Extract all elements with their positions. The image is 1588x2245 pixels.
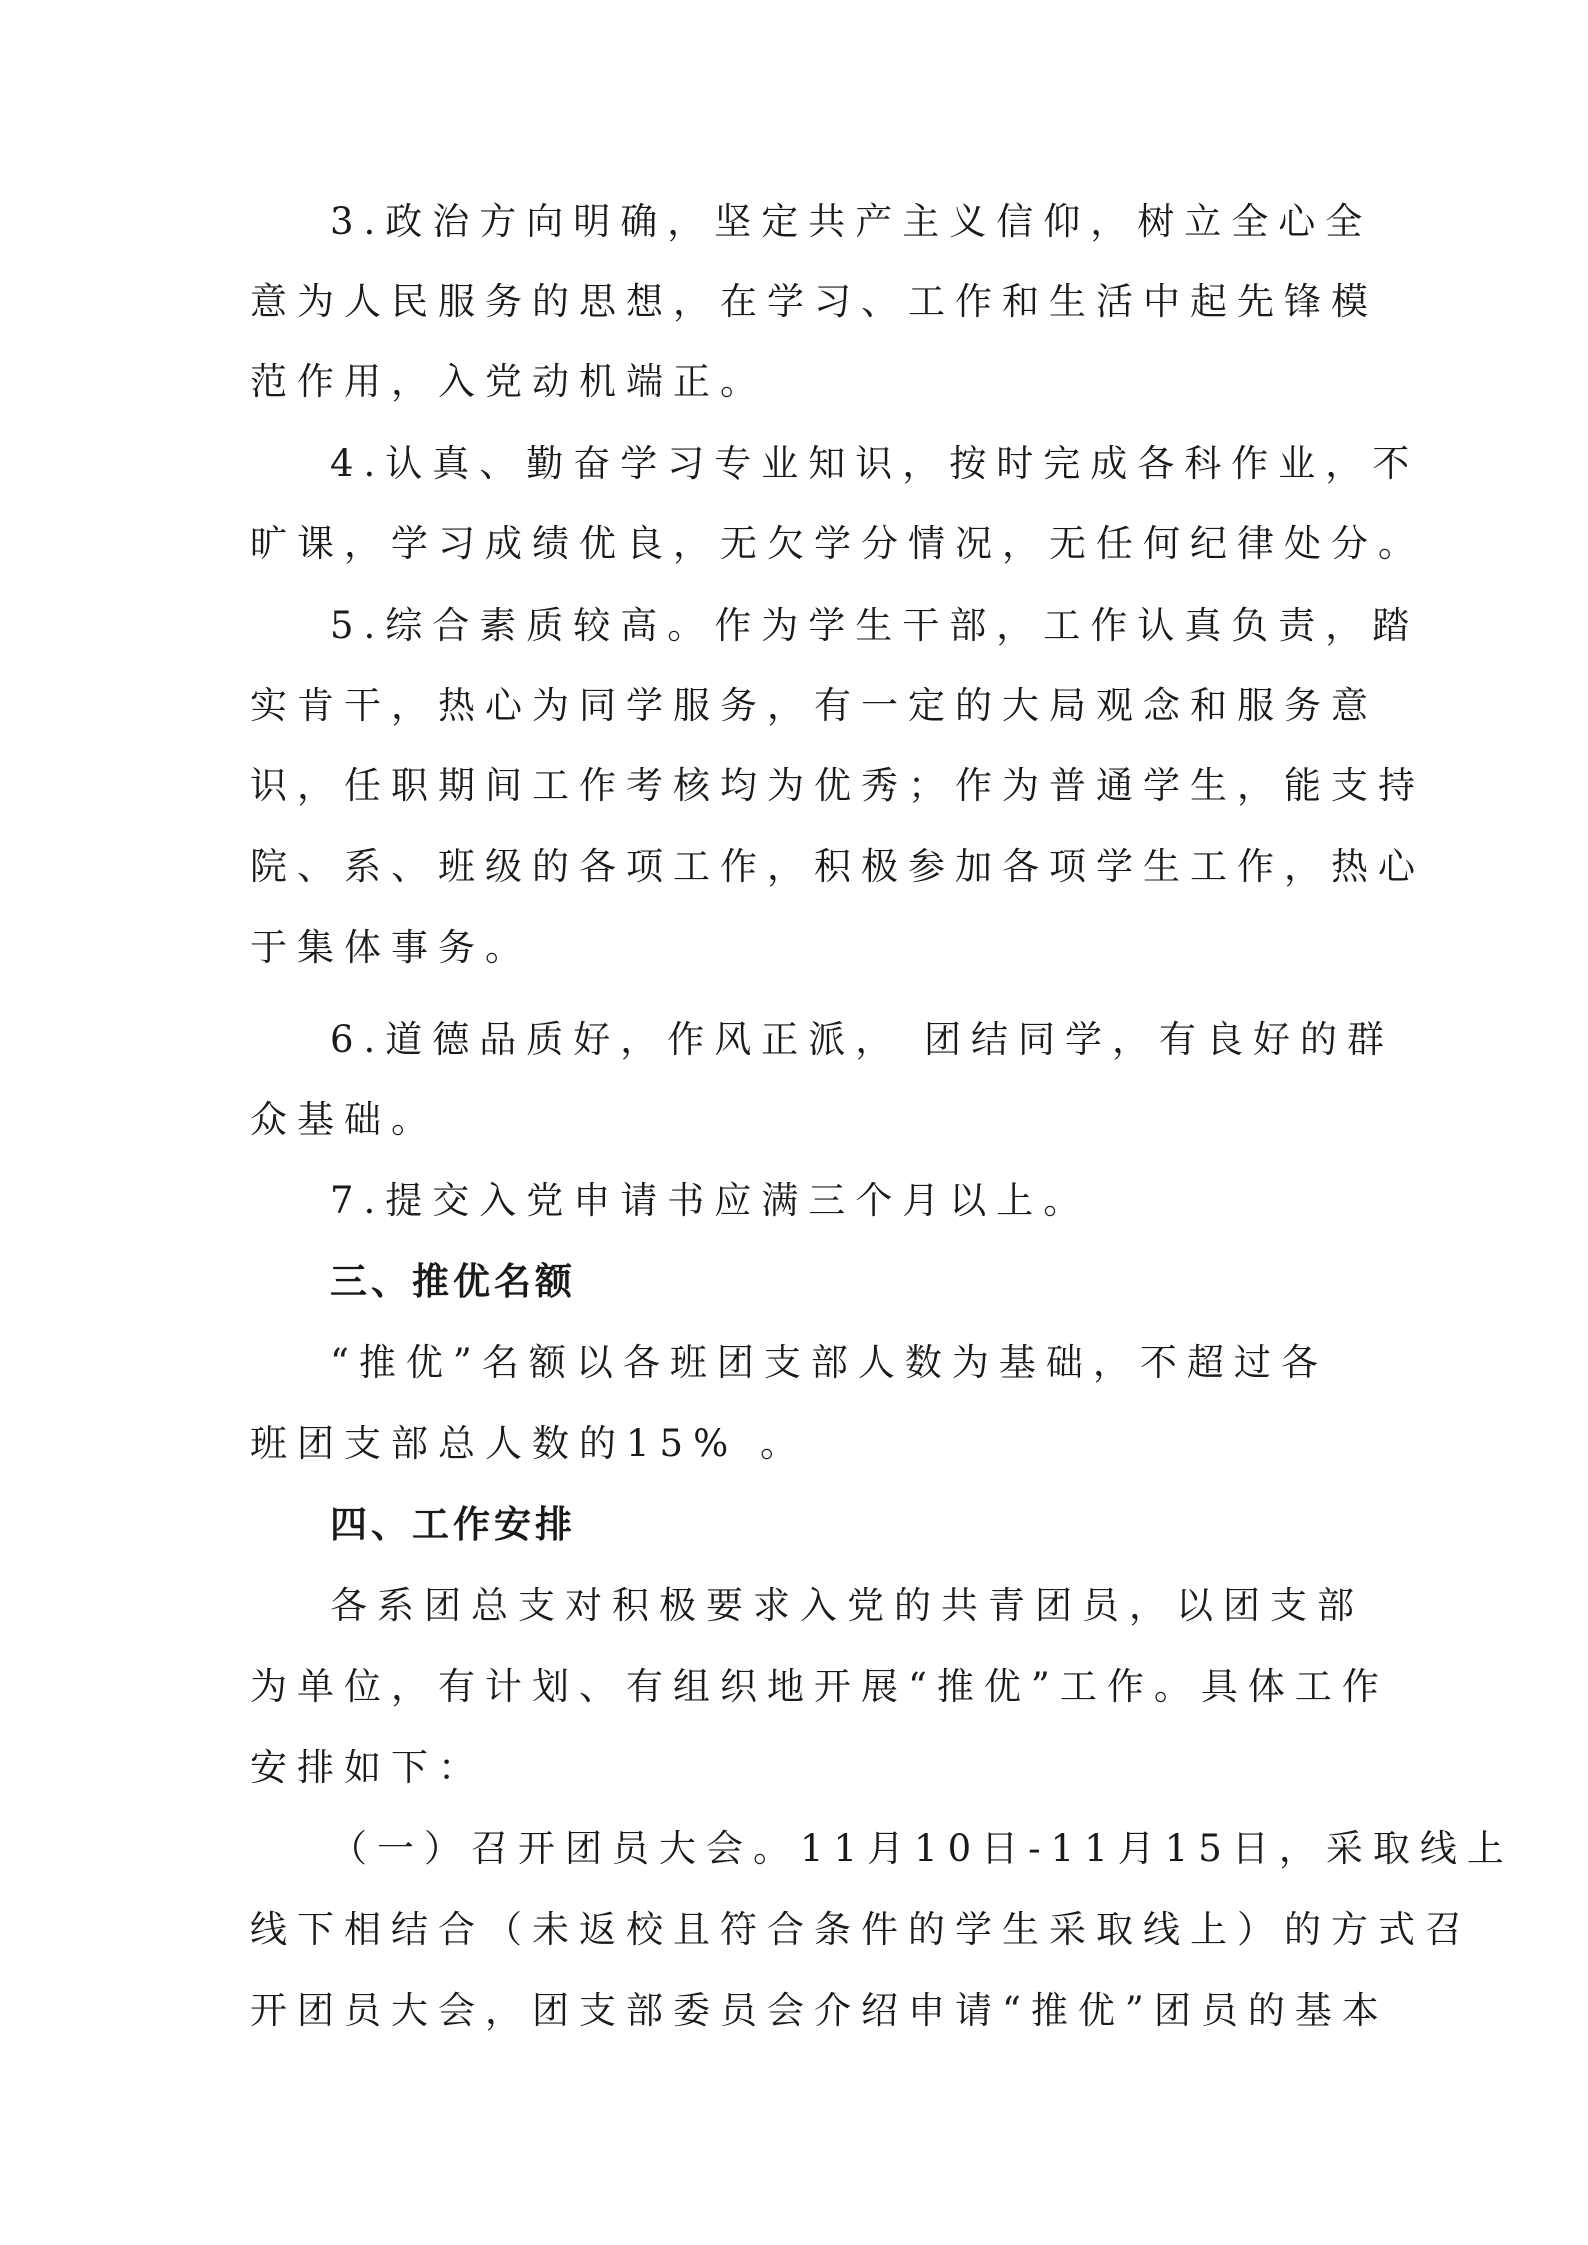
item-4-line-1: 4.认真、勤奋学习专业知识，按时完成各科作业，不	[330, 442, 1420, 485]
item-3-line-2: 意为人民服务的思想，在学习、工作和生活中起先锋模	[250, 280, 1378, 323]
item-5-line-1: 5.综合素质较高。作为学生干部，工作认真负责，踏	[330, 604, 1420, 647]
arrangement-line-2: 为单位，有计划、有组织地开展“推优”工作。具体工作	[250, 1665, 1389, 1708]
section-heading-arrangement: 四、工作安排	[330, 1503, 576, 1546]
arrangement-line-3: 安排如下：	[250, 1746, 485, 1789]
step-1-line-2: 线下相结合（未返校且符合条件的学生采取线上）的方式召	[250, 1908, 1472, 1951]
item-5-line-2: 实肯干，热心为同学服务，有一定的大局观念和服务意	[250, 684, 1378, 727]
item-3-line-3: 范作用，入党动机端正。	[250, 360, 767, 403]
section-heading-quota: 三、推优名额	[330, 1260, 576, 1303]
step-1-line-3: 开团员大会，团支部委员会介绍申请“推优”团员的基本	[250, 1989, 1389, 2032]
quota-line-1: “推优”名额以各班团支部人数为基础，不超过各	[330, 1341, 1328, 1384]
arrangement-line-1: 各系团总支对积极要求入党的共青团员，以团支部	[330, 1584, 1364, 1627]
item-7-line-1: 7.提交入党申请书应满三个月以上。	[330, 1179, 1091, 1222]
item-3-line-1: 3.政治方向明确，坚定共产主义信仰，树立全心全	[330, 200, 1373, 243]
item-5-line-3: 识，任职期间工作考核均为优秀；作为普通学生，能支持	[250, 764, 1425, 807]
item-6-line-1: 6.道德品质好，作风正派， 团结同学，有良好的群	[330, 1018, 1395, 1061]
step-1-line-1: （一）召开团员大会。11月10日-11月15日，采取线上	[330, 1827, 1514, 1870]
item-6-line-2: 众基础。	[250, 1098, 438, 1141]
item-4-line-2: 旷课，学习成绩优良，无欠学分情况，无任何纪律处分。	[250, 522, 1425, 565]
item-5-line-4: 院、系、班级的各项工作，积极参加各项学生工作，热心	[250, 845, 1425, 888]
item-5-line-5: 于集体事务。	[250, 926, 532, 969]
quota-line-2: 班团支部总人数的15% 。	[250, 1422, 807, 1465]
